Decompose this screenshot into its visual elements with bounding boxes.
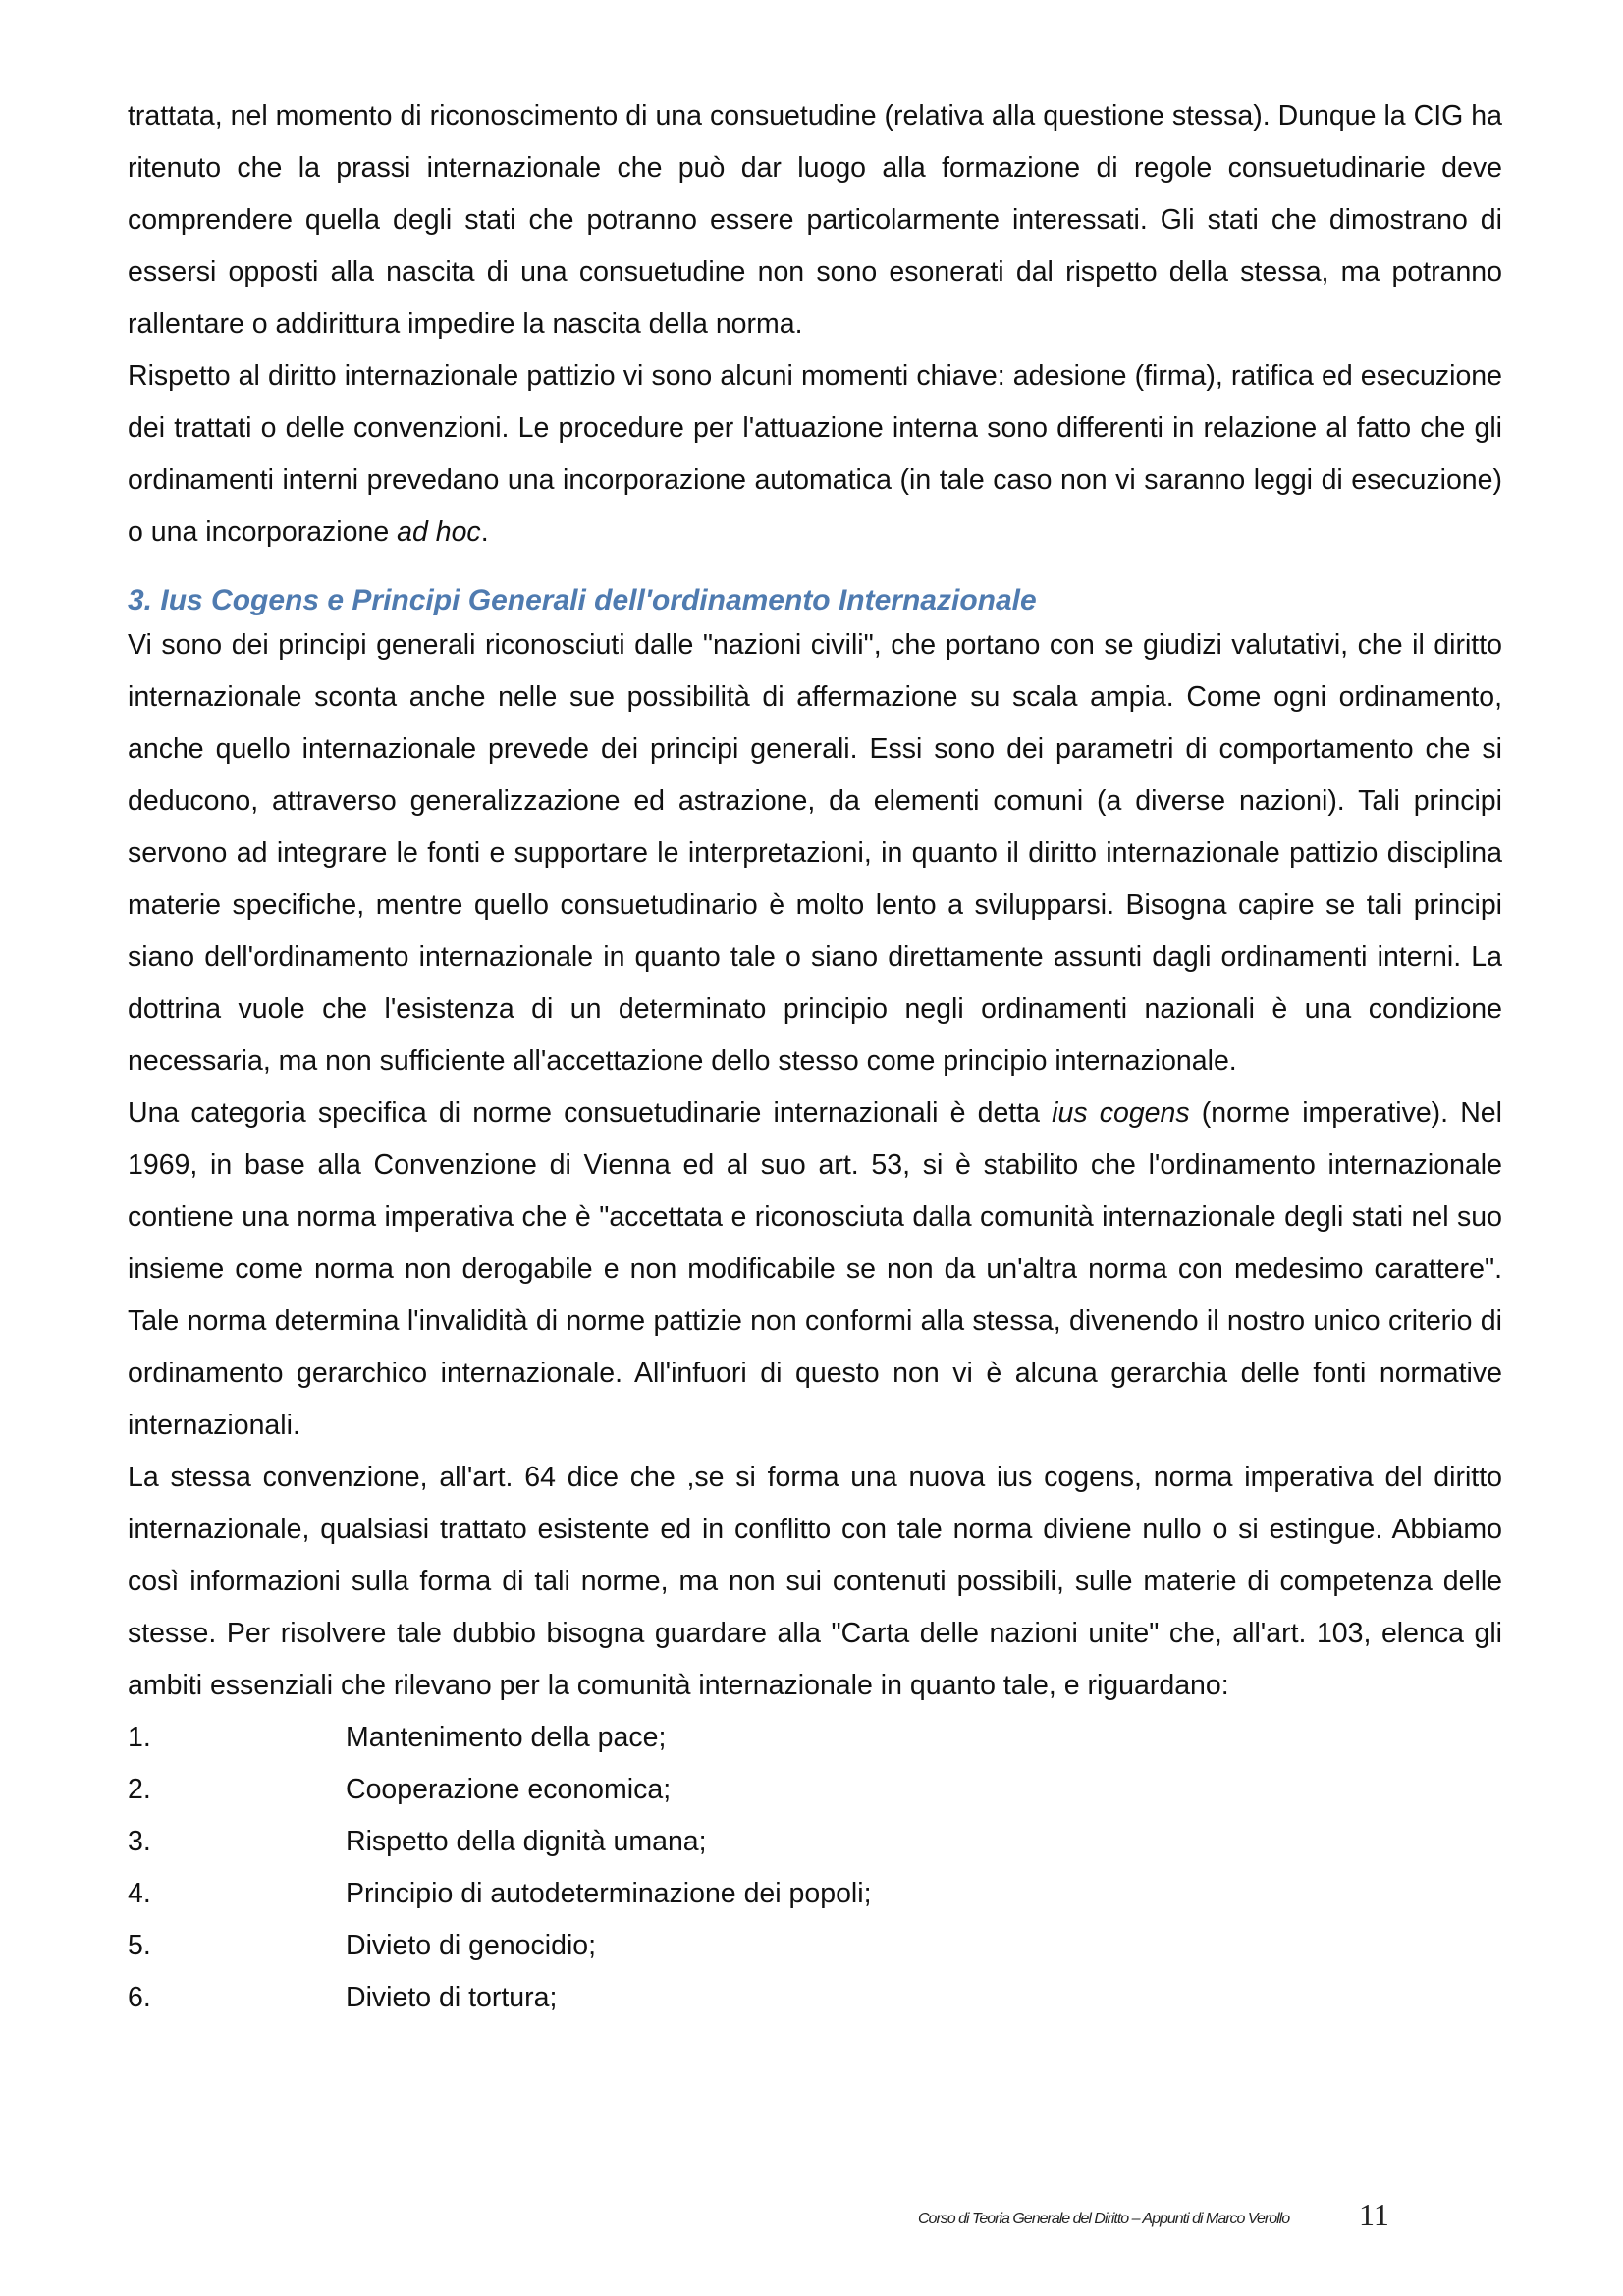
list-number: 1. [128,1722,151,1753]
list-item [128,1920,1502,1972]
page-number: 11 [1359,2197,1389,2232]
list-item [128,1868,1502,1920]
list-text: Divieto di tortura; [346,1982,558,2013]
list-text: Principio di autodeterminazione dei popoli; [346,1878,872,1909]
list-item [128,1972,1502,2024]
ambiti-list [128,1712,1502,2024]
emphasis-ius-cogens: ius cogens [1052,1097,1190,1129]
paragraph-tail: . [480,516,489,548]
list-number: 6. [128,1982,151,2013]
list-number: 3. [128,1826,151,1857]
list-item [128,1712,1502,1764]
paragraph-principi-generali: Vi sono dei principi generali riconosciuti dalle "nazioni civili", che portano con se giudizi valutativi, che il diritto internazionale sconta anche nelle sue possibilità di affermazione su scala ampia. Come ogni ordinamento, anche quello internazionale prevede dei principi generali. Essi sono dei parametri di comportamento che si deducono, attraverso generalizzazione ed astrazione, da elementi comuni (a diverse nazioni). Tali principi servono ad integrare le fonti e supportare le interpretazioni, in quanto il diritto internazionale pattizio disciplina materie specifiche, mentre quello consuetudinario è molto lento a svilupparsi. Bisogna capire se tali principi siano dell'ordinamento internazionale in quanto tale o siano direttamente assunti dagli ordinamenti interni. La dottrina vuole che l'esistenza di un determinato principio negli ordinamenti nazionali è una condizione necessaria, ma non sufficiente all'accettazione dello stesso come principio internazionale. [128,629,1502,1077]
paragraph-consuetudine: trattata, nel momento di riconoscimento di una consuetudine (relativa alla questione stessa). Dunque la CIG ha ritenuto che la prassi internazionale che può dar luogo alla formazione di regole consuetudinarie deve comprendere quella degli stati che potranno essere particolarmente interessati. Gli stati che dimostrano di essersi opposti alla nascita di una consuetudine non sono esonerati dal rispetto della stessa, ma potranno rallentare o addirittura impedire la nascita della norma. [128,100,1502,340]
paragraph-ius-cogens [128,1088,1502,1452]
footer-title: Corso di Teoria Generale del Diritto – Appunti di Marco Verollo [918,2211,1290,2227]
page-body [128,90,1502,2024]
paragraph-convenzione: La stessa convenzione, all'art. 64 dice che ,se si forma una nuova ius cogens, norma imperativa del diritto internazionale, qualsiasi trattato esistente ed in conflitto con tale norma diviene nullo o si estingue. Abbiamo così informazioni sulla forma di tali norme, ma non sui contenuti possibili, sulle materie di competenza delle stesse. Per risolvere tale dubbio bisogna guardare alla "Carta delle nazioni unite" che, all'art. 103, elenca gli ambiti essenziali che rilevano per la comunità internazionale in quanto tale, e riguardano: [128,1462,1502,1701]
list-number: 5. [128,1930,151,1961]
paragraph-text: Rispetto al diritto internazionale pattizio vi sono alcuni momenti chiave: adesione (firma), ratifica ed esecuzione dei trattati o delle convenzioni. Le procedure per l'attuazione interna sono differenti in relazione al fatto che gli ordinamenti interni prevedano una incorporazione automatica (in tale caso non vi saranno leggi di esecuzione) o una incorporazione [128,360,1502,548]
list-text: Mantenimento della pace; [346,1722,667,1753]
list-text: Divieto di genocidio; [346,1930,597,1961]
paragraph-diritto-pattizio [128,350,1502,559]
list-text: Cooperazione economica; [346,1774,672,1805]
emphasis-ad-hoc: ad hoc [397,516,481,548]
paragraph-tail: (norme imperative). Nel 1969, in base alla Convenzione di Vienna ed al suo art. 53, si è stabilito che l'ordinamento internazionale contiene una norma imperativa che è "accettata e riconosciuta dalla comunità internazionale degli stati nel suo insieme come norma non derogabile e non modificabile se non da un'altra norma con medesimo carattere". Tale norma determina l'invalidità di norme pattizie non conformi alla stessa, divenendo il nostro unico criterio di ordinamento gerarchico internazionale. All'infuori di questo non vi è alcuna gerarchia delle fonti normative internazionali. [128,1097,1502,1441]
list-number: 4. [128,1878,151,1909]
list-item [128,1764,1502,1816]
list-number: 2. [128,1774,151,1805]
section-heading: 3. Ius Cogens e Principi Generali dell'ordinamento Internazionale [128,584,1037,616]
paragraph-text: Una categoria specifica di norme consuetudinarie internazionali è detta [128,1097,1053,1129]
list-item [128,1816,1502,1868]
list-text: Rispetto della dignità umana; [346,1826,707,1857]
